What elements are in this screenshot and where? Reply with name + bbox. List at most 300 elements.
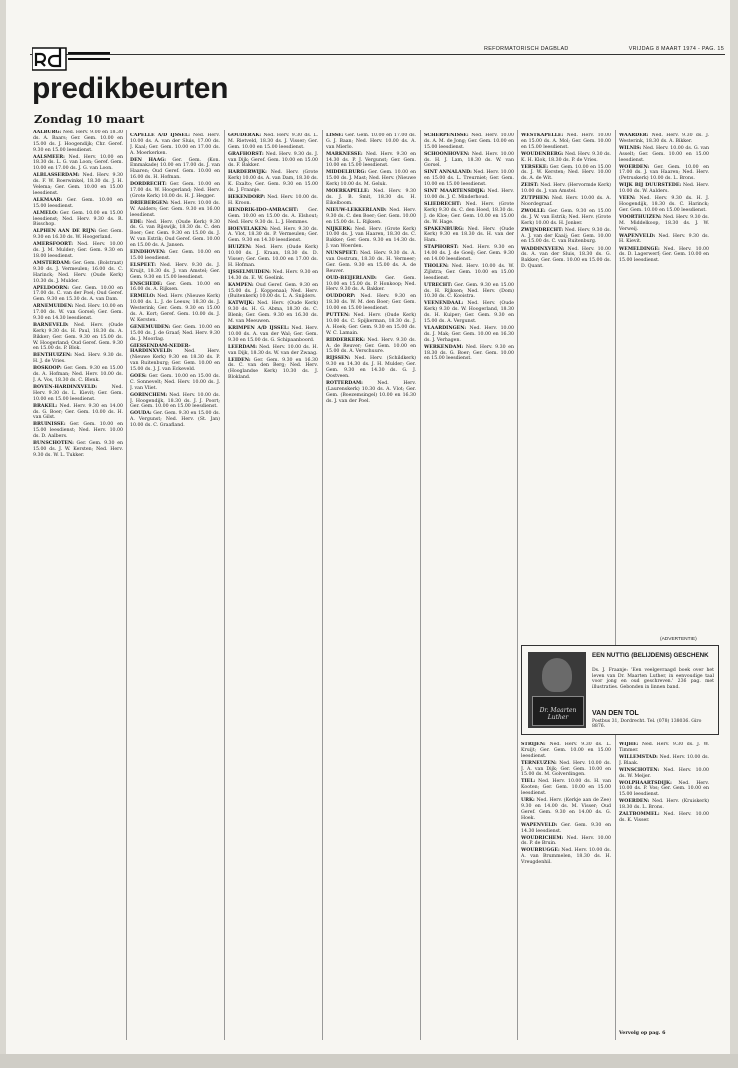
service-details: Ned. Herv. 10.00 ds. W. Meijer. [619, 767, 709, 779]
place-name: WADDINXVEEN: [521, 246, 565, 252]
place-name: GOUDA: [130, 411, 152, 417]
listing-column-5 [424, 133, 514, 1038]
listing-entry [228, 133, 318, 151]
service-details: Ned. Herv. (Laurenskerk) 10.30 ds. A. Vlot; Ger. Gem. (Boezemsingel) 10.00 en 16.30 ds. J. van der Poel. [326, 381, 416, 404]
place-name: TIEL: [521, 779, 536, 785]
service-details: Ned. Herv. 10.00 ds. K. Visser. [619, 812, 709, 824]
place-name: ELSPEET: [130, 262, 156, 268]
place-name: WIJHE: [619, 742, 639, 747]
listing-entry [326, 381, 416, 404]
service-details: Ned. Herv. 10.00 ds. J. A. van Dijk; Ger. Gem. 10.00 en 15.00 ds. M. Golverdingen. [521, 760, 611, 778]
listing-entry [424, 283, 514, 301]
place-name: BUNSCHOTEN: [33, 441, 74, 447]
service-details: Ned. Herv. (Oude Kerk) 9.30 ds. W. Hoogerland, 18.30 ds. H. Kuiper; Ger. Gem. 9.30 en 15.00 ds. A. Vergunst. [424, 301, 514, 324]
service-details: Ned. Herv. 10.00 ds. J. M. Mulder; Ger. Gem. 9.30 en 18.00 leesdienst. [33, 242, 123, 259]
listing-entry [228, 345, 318, 357]
place-name: WOUDRICHEM: [521, 835, 564, 841]
portrait-icon [542, 658, 572, 692]
continued-note: Vervolg op pag. 6 [619, 1030, 666, 1036]
listing-entry [424, 227, 514, 245]
service-details: Ned. Herv. 10.00 en 15.00 ds. A. Mol; Ger. Gem. 10.00 en 15.00 leesdienst. [521, 133, 611, 150]
service-details: Ned. Herv. 10.00 ds. A. Noordegraaf. [521, 196, 611, 208]
listing-entry [33, 353, 123, 365]
service-details: Ger. Gem. 10.00 en 15.00 ds. J. Mast; Ned. Herv. (Nieuwe Kerk) 10.00 ds. M. Geluk. [326, 170, 416, 188]
place-name: HEKENDORP: [228, 195, 266, 200]
service-details: Ned. Herv. (Oude Kerk) 10.00 ds. J. Kraan, 18.30 ds. D. Visser; Ger. Gem. 10.00 en 17.00 ds. H. Hofman. [228, 245, 318, 268]
listing-entry [33, 261, 123, 284]
place-name: KAMPEN: [228, 282, 254, 288]
service-details: Ger. Gem. 10.00 en 15.00 ds. J. de Graaf; Ned. Herv. 9.30 ds. J. Moorlag. [130, 324, 220, 342]
place-name: WILLEMSTAD: [619, 754, 658, 760]
place-name: WOUBRUGGE: [521, 848, 560, 854]
service-details: Ned. Herv. (Oude Kerk) 9.30 ds. G. van Rijswijk, 18.30 ds. C. den Boer; Ger. Gem. 9.30 en 15.00 ds. J. W. van Estrik; Oud Geref. Gem. 10.00 en 15.00 ds. A. Jansen. [130, 219, 220, 248]
service-details: Ger. Gem. 9.30 en 15.00 ds. A. Hofman; Ned. Herv. 10.00 ds. J. A. Vos, 18.30 ds. C. Blenk. [33, 366, 123, 383]
listing-entry [326, 356, 416, 379]
place-name: MARKNESSE: [326, 151, 363, 157]
listing-entry [326, 133, 416, 151]
place-name: KATWIJK: [228, 301, 255, 307]
place-name: WAPENVELD: [619, 233, 656, 239]
running-head [484, 46, 724, 52]
place-name: NUNSPEET: [326, 251, 358, 257]
listing-entry [228, 152, 318, 170]
place-name: SPAKENBURG: [424, 226, 464, 232]
listing-entry [521, 152, 611, 164]
column-rule [322, 130, 323, 1040]
service-details: Ned. Herv. 10.00 ds. A. M. de Jong; Ger. Gem. 10.00 en 15.00 leesdienst. [424, 133, 514, 150]
listing-entry [424, 202, 514, 225]
place-name: GOES: [130, 373, 147, 379]
service-details: Ger. Gem. (Kon. Emmakade) 10.00 en 17.00 ds. J. van Haaren; Oud Geref. Gem. 10.00 en 16.00 ds. H. Hofman. [130, 157, 220, 181]
listing-entry [521, 836, 611, 848]
place-name: YERSEKE: [521, 164, 549, 170]
service-details: Ned. Herv. 9.30 ds. F. W. Boerwinkel, 18.30 ds. J. H. Velema; Ger. Gem. 10.00 en 15.00 leesdienst. [33, 173, 123, 196]
place-name: BOVEN-HARDINXVELD: [33, 385, 97, 391]
listing-column-7-lower [619, 742, 709, 1026]
service-details: Ger. Gem. 9.30 en 15.00 ds. J. W. Kersten; Ned. Herv. 9.30 ds. W. L. Tukker. [33, 441, 123, 458]
listing-entry [326, 189, 416, 207]
service-details: Ned. Herv. 9.30 ds. H. J. de Vries. [33, 353, 123, 365]
listing-entry [521, 761, 611, 779]
listing-entry [619, 183, 709, 195]
listing-entry [33, 366, 123, 384]
advert-address: Postbus 31, Dordrecht. Tel. (078) 138036. Giro 8876. [592, 719, 702, 730]
listing-entry [33, 242, 123, 260]
service-details: Ned. Herv. 9.30 ds. A. de Reuver; Ger. Gem. 10.00 en 15.00 ds. A. Verschuure. [326, 337, 416, 355]
place-name: LEIDEN: [228, 357, 251, 363]
listing-entry [619, 812, 709, 824]
listing-entry [228, 326, 318, 344]
place-name: SINT MAARTENSDIJK: [424, 189, 486, 195]
scan-edge-left [0, 0, 6, 1068]
place-name: WIJK BIJ DUURSTEDE: [619, 183, 682, 189]
listing-entry [33, 211, 123, 229]
service-details: Ned. Herv. 10.00 ds. W. Aalders. [619, 183, 709, 195]
place-name: WILNIS: [619, 145, 642, 151]
service-details: Ned. Herv. (Oude Kerk) 9.30 ds. H. G. Abma, 18.30 ds. C. Blenk; Ger. Gem. 9.30 en 16.30 ds. M. van Meeuwen. [228, 301, 318, 324]
scan-edge-right [730, 0, 738, 1068]
place-name: WOUDENBERG: [521, 151, 564, 157]
service-details: Ned. Herv. (Grote Kerk) 10.00 ds. J. van Haaren, 18.30 ds. C. Bakker; Ger. Gem. 9.30 en 14.30 ds. J. van Woerden. [326, 226, 416, 250]
place-name: KRIMPEN A/D IJSSEL: [228, 326, 290, 332]
place-name: ZALTBOMMEL: [619, 812, 660, 818]
listing-entry [521, 798, 611, 821]
service-details: Ger. Gem. 10.00 en 15.00 ds. J. W. Kersten; Ned. Herv. 10.00 ds. A. de Wit. [521, 164, 611, 182]
place-name: CAPELLE A/D IJSSEL: [130, 133, 190, 138]
service-details: Ned. Herv. 9.30 en 14.30 ds. P. J. Vergunst; Ger. Gem. 10.00 en 15.00 leesdienst. [326, 151, 416, 169]
listing-entry [619, 799, 709, 811]
place-name: VLAARDINGEN: [424, 326, 467, 332]
listing-entry [130, 220, 220, 249]
listing-entry [521, 779, 611, 797]
service-details: Ned. Herv. (Kruiskerk) 18.30 ds. L. Brons. [619, 799, 709, 811]
column-rule [420, 130, 421, 1040]
listing-entry [326, 338, 416, 356]
service-details: Ned. Herv. 10.00 en 15.00 ds. L. Treurniet; Ger. Gem. 10.00 en 15.00 leesdienst. [424, 170, 514, 188]
service-details: Ger. Gem. 9.30 en 14.30 leesdienst. [521, 822, 611, 834]
place-name: ENSCHEDE: [130, 281, 163, 287]
service-details: Ned. Herv. (Oude Kerk) 9.30 ds. H. Paul, 18.30 ds. A. Bikker; Ger. Gem. 9.30 en 15.00 ds. W. Hoogerland; Oud Geref. Gem. 9.30 en 15.00 ds. P. Blok. [33, 323, 123, 352]
place-name: RIJSSEN: [326, 356, 351, 362]
listing-entry [326, 227, 416, 250]
service-details: Ger. Gem. 10.00 en 15.00 leesdienst; Ned. Herv. 9.30 ds. R. Bisschop. [33, 210, 123, 228]
service-details: Ned. Herv. 9.30 ds. L. M. Rietveld, 18.30 ds. J. Visser; Ger. Gem. 10.00 en 15.00 leesdienst. [228, 133, 318, 150]
service-details: Ned. Herv. 9.30 ds. C. den Boer; Ger. Gem. 10.00 en 15.00 ds. L. Rijksen. [326, 207, 416, 225]
listing-entry [228, 301, 318, 324]
service-details: Ned. Herv. 9.30 ds. L. Kievit; Ger. Gem. 10.00 en 15.00 leesdienst. [33, 385, 123, 402]
listing-entry [130, 294, 220, 323]
service-details: Ned. Herv. 9.30 en 14.00 ds. J. de Goeij; Ger. Gem. 9.30 en 14.00 leesdienst. [424, 245, 514, 262]
listing-entry [424, 245, 514, 263]
place-name: BRUINISSE: [33, 422, 66, 428]
listing-entry [228, 283, 318, 301]
running-head-paper: REFORMATORISCH DAGBLAD [484, 46, 569, 52]
place-name: GOUDERAK: [228, 133, 262, 138]
place-name: WINSCHOTEN: [619, 767, 660, 773]
listing-column-4 [326, 133, 416, 1038]
service-details: Ger. Gem. 10.00 en 17.00 ds. C. van der Poel; Oud Geref. Gem. 9.30 en 15.30 ds. A. van Dam. [33, 285, 123, 303]
place-name: HENDRIK-IDO-AMBACHT: [228, 207, 299, 213]
place-name: ARNEMUIDEN: [33, 304, 74, 310]
service-details: Ned. Herv. 9.30 ds. H. Kievit. [619, 233, 709, 245]
listing-entry [619, 133, 709, 145]
place-name: WOERDEN: [619, 164, 650, 170]
listing-column-6 [521, 133, 611, 633]
listing-entry [619, 781, 709, 799]
listing-entry [33, 130, 123, 153]
listing-column-1 [33, 130, 123, 1040]
service-details: Ger. Gem. 10.00 en 15.00 ds. P. Honkoop; Ned. Herv. 9.30 ds. A. Bakker. [326, 275, 416, 293]
service-details: Ger. Gem. (Bolstraat) 9.30 ds. J. Vermeulen; 16.00 ds. C. Harinck; Ned. Herv. (Oude Kerk) 10.30 ds. J. Mulder. [33, 261, 123, 284]
place-name: GRAFHORST: [228, 151, 264, 157]
service-details: Ned. Herv. 10.00 ds. A. van der Sluis, 17.00 ds. J. Kaal; Ger. Gem. 10.00 en 17.00 ds. A. Moerkerken. [130, 133, 220, 156]
listing-entry [130, 263, 220, 281]
service-details: Ger. Gem. 10.00 en 17.00 ds. W. Hoogerland; Ned. Herv. (Grote Kerk) 10.00 ds. H. J. Hegger. [130, 182, 220, 199]
listing-entry [619, 755, 709, 767]
service-details: Ned. Herv. 10.00 ds. A. van Brummelen, 18.30 ds. H. Vreugdenhil. [521, 848, 611, 866]
service-details: Ned. Herv. (Kerkje aan de Zee) 9.30 en 14.00 ds. M. Visser; Oud Geref. Gem. 9.30 en 14.00 ds. G. Hoek. [521, 798, 611, 821]
service-details: Ned. Herv. 9.30 en 18.30 ds. W. M. den Boer; Ger. Gem. 10.00 en 15.00 leesdienst. [326, 294, 416, 312]
listing-entry [619, 146, 709, 164]
service-details: Ned. Herv. 10.00 ds. P. Vos; Ger. Gem. 10.00 en 15.00 leesdienst. [619, 780, 709, 798]
place-name: DEN HAAG: [130, 157, 166, 163]
listing-entry [33, 155, 123, 173]
listing-column-7 [619, 133, 709, 628]
service-details: Ned. Herv. 9.30 en 14.00 ds. G. Boer; Ger. Gem. 10.00 ds. H. van Gilst. [33, 403, 123, 421]
service-details: Ger. Gem. 9.30 en 15.00 ds. H. Rijksen; Ned. Herv. (Dom) 10.30 ds. C. Kooistra. [424, 282, 514, 300]
place-name: WEMELDINGE: [619, 246, 660, 252]
place-name: MOERKAPELLE: [326, 189, 370, 195]
service-details: Ned. Herv. 9.30 ds. J. B. Smit, 18.30 ds. H. Eikelboom. [326, 189, 416, 206]
service-details: Ned. Herv. 10.00 ds. A. van der Sluis, 18.30 ds. G. Bakker; Ger. Gem. 10.00 en 15.00 ds. D. Quant. [521, 246, 611, 270]
place-name: SCHERPENISSE: [424, 133, 469, 138]
place-name: AALBURG: [33, 130, 62, 135]
listing-entry [33, 173, 123, 196]
listing-entry [424, 152, 514, 170]
place-name: WOERDEN: [619, 799, 650, 805]
service-details: Ger. Gem. 10.00 en 15.00 leesdienst; Ned. Herv. 10.00 ds. D. Aalbers. [33, 422, 123, 440]
service-details: Ned. Herv. 10.00 ds. J. Mak; Ger. Gem. 10.00 en 16.30 ds. J. Verhagen. [424, 326, 514, 343]
service-details: Ned. Herv. 10.00 ds. H. van Dijk, 18.30 ds. W. van der Zwaag. [228, 344, 318, 356]
place-name: DRIEBERGEN: [130, 200, 169, 206]
place-name: WESTKAPELLE: [521, 133, 564, 138]
place-name: APELDOORN: [33, 285, 70, 291]
service-details: Ned. Herv. (Nieuwe Kerk) 9.30 en 18.30 ds. P. van Ruitenburg; Ger. Gem. 10.00 en 15.00 ds. J. J. van Eckeveld. [130, 349, 220, 372]
place-name: HUIZEN: [228, 245, 252, 251]
listing-column-3 [228, 133, 318, 1038]
service-details: Ned. Herv. (Grote Kerk) 9.30 ds. C. den Hoed, 18.30 ds. J. de Kloe; Ger. Gem. 10.00 en 15.00 ds. W. Hage. [424, 202, 514, 225]
service-details: Ned. Herv. 9.30 ds. J. Kruijt, 18.30 ds. J. van Amstel; Ger. Gem. 9.30 en 15.00 leesdienst. [130, 262, 220, 280]
service-details: Ned. Herv. 10.00 ds. P. de Bruin. [521, 835, 611, 847]
listing-entry [130, 282, 220, 294]
service-details: Ned. Herv. 9.30 ds. J. van Dijk; Geref. Gem. 10.00 en 15.00 ds. F. Bakker. [228, 151, 318, 169]
page-subtitle: Zondag 10 maart [34, 112, 145, 126]
place-name: VEENENDAAL: [424, 301, 464, 307]
listing-entry [619, 247, 709, 265]
listing-entry [521, 247, 611, 270]
service-details: Ger. Gem. 10.00 en 15.00 ds. C. Sonnevelt; Ned. Herv. 10.00 ds. J. J. van Vliet. [130, 373, 220, 391]
column-rule [126, 130, 127, 1040]
book-cover-title: Dr. Maarten Luther [539, 707, 577, 721]
listing-entry [33, 385, 123, 403]
place-name: BRAKEL: [33, 403, 58, 409]
listing-entry [424, 264, 514, 282]
listing-entry [424, 189, 514, 201]
place-name: PUTTEN: [326, 313, 350, 319]
service-details: Ned. Herv. 9.30 ds. J. W. Timmer. [619, 742, 709, 753]
listing-entry [521, 196, 611, 208]
place-name: OUDDORP: [326, 294, 356, 300]
place-name: WERKENDAM: [424, 344, 464, 350]
listing-entry [228, 195, 318, 207]
listing-entry [130, 201, 220, 219]
listing-entry [619, 234, 709, 246]
place-name: SINT ANNALAND: [424, 170, 472, 176]
place-name: WAPENVELD: [521, 822, 558, 828]
listing-entry [33, 441, 123, 459]
scan-edge-bottom [0, 1054, 738, 1068]
service-details: Ned. Herv. 10.00 ds. H. van Kooten; Ger. Gem. 10.00 en 15.00 leesdienst. [521, 779, 611, 797]
place-name: HOEVELAKEN: [228, 226, 268, 232]
book-icon [532, 696, 584, 726]
listing-entry [33, 198, 123, 210]
place-name: DORDRECHT: [130, 182, 167, 188]
listing-entry [326, 276, 416, 294]
listing-entry [130, 133, 220, 156]
place-name: EDE: [130, 219, 143, 225]
listing-entry [228, 208, 318, 226]
service-details: Ned. Herv. 9.30 ds. K. H. Klok, 18.30 ds. P. de Vries. [521, 151, 611, 163]
listing-entry [33, 286, 123, 304]
service-details: Ger. Gem. 10.00 en 17.00 ds. G. J. Baan; Ned. Herv. 10.00 ds. A. van Mierlo. [326, 133, 416, 150]
place-name: ZUTPHEN: [521, 196, 550, 202]
place-name: URK: [521, 798, 535, 804]
place-name: IJSSELMUIDEN: [228, 269, 271, 275]
listing-entry [521, 183, 611, 195]
service-details: Ned. Herv. 9.00 en 18.30 ds. A. Baars; Ger. Gem. 10.00 en 15.00 ds. J. Hoogendijk; Chr. Geref. 9.30 en 15.00 leesdienst. [33, 130, 123, 153]
advertisement [521, 645, 719, 735]
listing-entry [619, 768, 709, 780]
service-details: Ned. Herv. 9.30 ds. A. Vlot, 18.30 ds. P. Vermeulen; Ger. Gem. 9.30 en 14.30 leesdienst. [228, 226, 318, 244]
service-details: Ned. Herv. 9.30 en 14.30 ds. E. W. Geelink. [228, 269, 318, 281]
listing-entry [33, 304, 123, 322]
listing-entry [33, 229, 123, 241]
place-name: ZWIJNDRECHT: [521, 227, 564, 233]
listing-entry [521, 228, 611, 246]
listing-entry [424, 133, 514, 151]
service-details: Oud Geref. Gem. 9.30 en 15.00 ds. J. Koppenaal; Ned. Herv. (Buitenkerk) 10.00 ds. L. A. Snijders. [228, 282, 318, 300]
listing-entry [326, 251, 416, 274]
listing-entry [33, 323, 123, 352]
place-name: LISSE: [326, 133, 344, 138]
listing-entry [228, 245, 318, 268]
book-cover-image [528, 652, 586, 728]
service-details: Ned. Herv. (Grote Kerk) 10.00 ds. A. van Dam, 18.30 ds. K. Exalto; Ger. Gem. 9.30 en 15.00 ds. J. Fraanje. [228, 170, 318, 193]
place-name: STRIJEN: [521, 742, 546, 747]
place-name: ALKMAAR: [33, 197, 63, 203]
place-name: GORINCHEM: [130, 392, 168, 398]
place-name: SCHOONHOVEN: [424, 151, 470, 157]
service-details: Ned. Herv. 10.00 en 18.30 ds. L. G. van Loon; Geref. Gem. 10.00 en 17.00 ds. J. G. van Loon. [33, 154, 123, 172]
listing-entry [521, 133, 611, 151]
listing-column-2 [130, 133, 220, 1038]
listing-entry [130, 325, 220, 343]
rd-logo-icon [32, 42, 112, 72]
service-details: Ned. Herv. 10.00 ds. W. Aalders; Ger. Gem. 9.30 en 16.00 leesdienst. [130, 200, 220, 218]
listing-entry [521, 165, 611, 183]
listing-entry [326, 313, 416, 336]
service-details: Ned. Herv. (Nieuwe Kerk) 10.00 ds. L. J. de Leeuw, 18.30 ds. J. Westerink; Ger. Gem. 9.30 en 15.00 ds. A. Kort; Geref. Gem. 10.00 ds. J. W. Kersten. [130, 294, 220, 323]
service-details: Ned. Herv. 9.30 ds. A. van Oostrum, 18.30 ds. H. Vermeer; Ger. Gem. 9.30 en 15.00 ds. A. de Reuver. [326, 251, 416, 274]
listing-entry [521, 742, 611, 760]
service-details: Ned. Herv. 10.00 ds. W. Zijlstra; Ger. Gem. 10.00 en 15.00 leesdienst. [424, 264, 514, 281]
listing-entry [326, 208, 416, 226]
service-details: Ger. Gem. 9.30 en 16.30 ds. C. van den Berg; Ned. Herv. (Hooglandse Kerk) 10.30 ds. J. Blokland. [228, 357, 318, 381]
place-name: NIEUW-LEKKERLAND: [326, 207, 387, 213]
service-details: Ger. Gem. 10.00 en 15.00 ds. A. Elshout; Ned. Herv. 9.30 ds. L. J. Hemmes. [228, 207, 318, 225]
listing-entry [619, 165, 709, 183]
listing-entry [130, 250, 220, 262]
column-rule [615, 130, 616, 1040]
header-rule [30, 54, 725, 55]
listing-entry [326, 152, 416, 170]
advert-publisher: VAN DEN TOL [592, 710, 639, 717]
service-details: Ger. Gem. 10.00 en 17.00 ds. J. van Haaren; Ned. Herv. (Petruskerk) 10.00 ds. L. Brons. [619, 164, 709, 182]
listing-column-6-lower [521, 742, 611, 1032]
listing-entry [130, 374, 220, 392]
place-name: WOLPHAARTSDIJK: [619, 780, 672, 786]
service-details: Ger. Gem. 10.00 en 15.00 leesdienst. [33, 197, 123, 209]
place-name: AMSTERDAM: [33, 261, 71, 267]
listing-entry [130, 411, 220, 429]
place-name: SLIEDRECHT: [424, 202, 462, 208]
service-details: Ger. Gem. 9.30 en 15.00 ds. J. W. van Estrik; Ned. Herv. (Grote Kerk) 10.00 ds. H. Jonker. [521, 209, 611, 226]
listing-entry [130, 344, 220, 373]
column-rule [517, 130, 518, 1040]
listing-entry [424, 301, 514, 324]
listing-entry [326, 170, 416, 188]
advert-headline: EEN NUTTIG (BELIJDENIS) GESCHENK [592, 652, 709, 659]
place-name: HARDERWIJK: [228, 170, 267, 176]
place-name: THOLEN: [424, 264, 449, 270]
place-name: LEERDAM: [228, 344, 257, 350]
service-details: Ger. Gem. 10.00 en 15.00 leesdienst. [130, 249, 220, 261]
page-title: predikbeurten [32, 72, 229, 105]
listing-entry [228, 227, 318, 245]
service-details: Ger. Gem. 9.30 en 16.30 ds. W. Hoogerland. [33, 229, 123, 241]
service-details: Ger. Gem. 9.30 en 15.00 ds. A. Vergunst; Ned. Herv. (St. Jan) 10.00 ds. C. Graafland. [130, 411, 220, 429]
service-details: Ned. Herv. 9.30 ds. J. Westerink, 18.30 ds. A. Bikker. [619, 133, 709, 144]
service-details: Ned. Herv. (Oude Kerk) 10.00 ds. C. Spijkerman, 18.30 ds. J. A. Hoek; Ger. Gem. 9.30 en 15.00 ds. W. C. Lamain. [326, 313, 416, 336]
place-name: AMERSFOORT: [33, 242, 74, 248]
place-name: UTRECHT: [424, 282, 453, 288]
place-name: STAPHORST: [424, 245, 459, 251]
service-details: Ned. Herv. 9.30 en 18.30 ds. G. Boer; Ger. Gem. 10.00 en 15.00 leesdienst. [424, 344, 514, 362]
listing-entry [521, 209, 611, 227]
place-name: ALMELO: [33, 210, 58, 216]
place-name: RIDDERKERK: [326, 337, 366, 343]
place-name: ROTTERDAM: [326, 381, 363, 386]
listing-entry [33, 404, 123, 422]
service-details: Ned. Herv. (Hervormde Kerk) 10.00 ds. J. van Amstel. [521, 183, 611, 195]
place-name: GENEMUIDEN: [130, 324, 171, 330]
running-head-date: VRIJDAG 8 MAART 1974 - PAG. 15 [628, 46, 724, 52]
listing-entry [130, 393, 220, 411]
service-details: Ned. Herv. 10.00 ds. A. van der Wal; Ger. Gem. 9.30 en 15.00 ds. G. Schipaanboord. [228, 326, 318, 343]
listing-entry [326, 294, 416, 312]
listing-entry [424, 345, 514, 363]
listing-entry [521, 823, 611, 835]
listing-entry [424, 170, 514, 188]
place-name: ZWOLLE: [521, 209, 546, 215]
place-name: BENTHUIZEN: [33, 353, 72, 359]
place-name: OUD-BEIJERLAND: [326, 275, 377, 281]
place-name: WAARDER: [619, 133, 649, 138]
service-details: Ned. Herv. (Oude Kerk) 9.30 en 18.30 ds. H. van der Ham. [424, 226, 514, 244]
service-details: Ned. Herv. (Schildkerk) 9.30 en 14.30 ds. J. H. Mulder; Ger. Gem. 9.30 en 14.30 ds. G. J. Oostveen. [326, 356, 416, 379]
listing-entry [130, 182, 220, 200]
place-name: VOORTHUIZEN: [619, 214, 662, 220]
service-details: Ned. Herv. 10.00 ds. J. C. Minderhoud. [424, 189, 514, 200]
place-name: ALPHEN AAN DE RIJN: [33, 229, 97, 235]
listing-entry [130, 158, 220, 181]
place-name: ERMELO: [130, 294, 156, 300]
listing-entry [228, 170, 318, 193]
service-details: Ned. Herv. 9.30 ds. M. Middelkoop, 18.30 ds. J. W. Verweij. [619, 214, 709, 232]
place-name: BARNEVELD: [33, 323, 69, 329]
service-details: Ned. Herv. 10.00 ds. G. van Asselt; Ger. Gem. 10.00 en 15.00 leesdienst. [619, 145, 709, 163]
listing-entry [619, 215, 709, 233]
